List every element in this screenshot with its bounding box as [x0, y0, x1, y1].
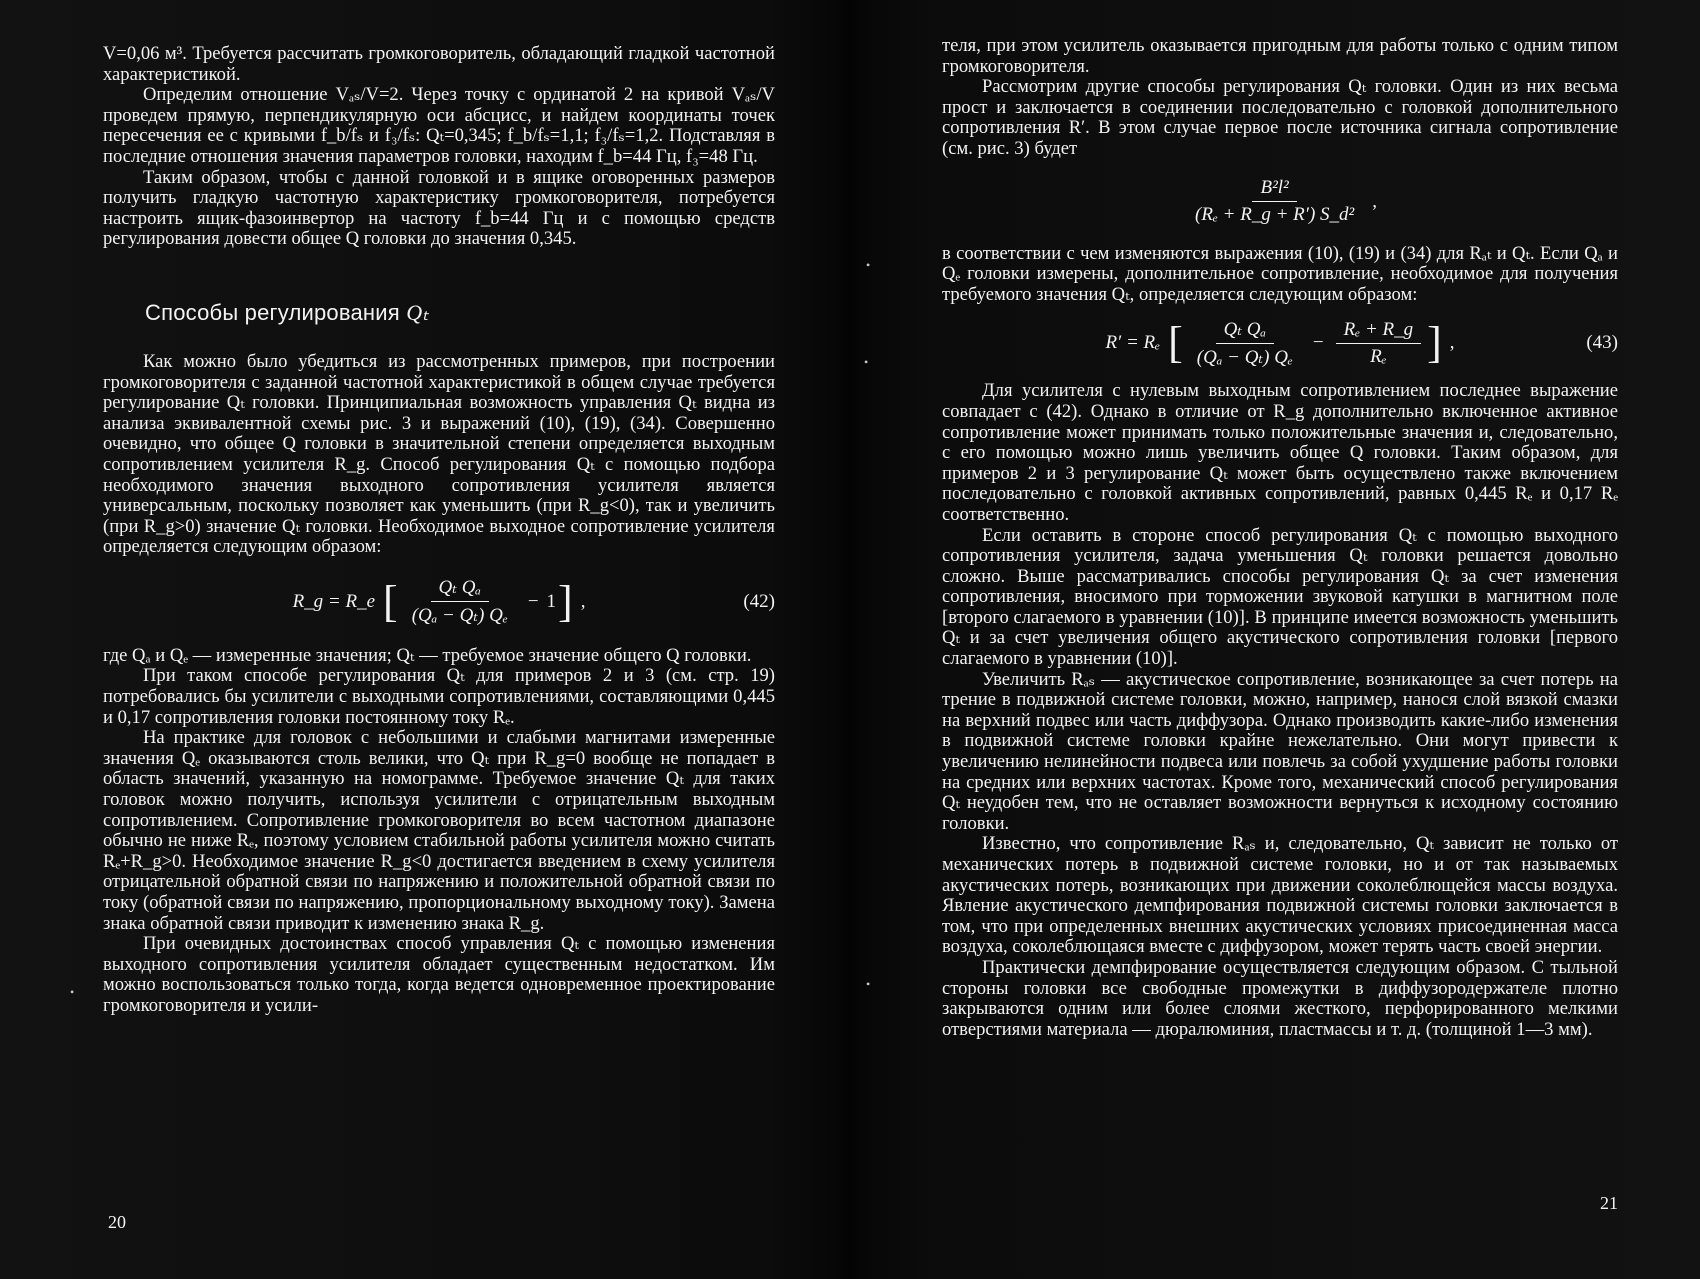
- paragraph: Для усилителя с нулевым выходным сопротивлением последнее выражение совпадает с (42). Однако в отличие от R_g дополнительно включенное активное сопротивление может принимать только положительные значения и, следовательно, с его помощью можно лишь увеличить общее Q головки. Таким образом, для примеров 2 и 3 регулирование Qₜ может быть осуществлено также включением последовательно с головкой активных сопротивлений, равных 0,445 Rₑ и 0,17 Rₑ соответственно.: [942, 380, 1618, 525]
- fraction-denominator: (Rₑ + R_g + R′) S_d²: [1195, 204, 1355, 226]
- page-number: 21: [1600, 1193, 1618, 1213]
- scan-speck: •: [866, 258, 871, 272]
- formula-43: [942, 311, 1618, 375]
- fraction-numerator: Qₜ Qₐ: [431, 576, 489, 602]
- fraction: [1189, 318, 1301, 369]
- right-bracket: ]: [1427, 318, 1442, 368]
- formula-comma: ,: [1372, 190, 1377, 212]
- paragraph: V=0,06 м³. Требуется рассчитать громкоговоритель, обладающий гладкой частотной характеристикой.: [103, 43, 775, 85]
- scan-speck: •: [866, 977, 871, 991]
- formula-lhs: R_g = R_e: [292, 590, 376, 612]
- scan-speck: •: [864, 355, 869, 369]
- formula-comma: ,: [1449, 332, 1455, 354]
- paragraph: Если оставить в стороне способ регулирования Qₜ с помощью выходного сопротивления усилителя, задача уменьшения Qₜ головки решается довольно сложно. Выше рассматривались способы регулирования Qₜ за счет изменения сопротивления, вносимого при торможении звуковой катушки в магнитном поле [второго слагаемого в уравнении (10)]. В принципе имеется возможность уменьшить Qₜ и за счет увеличения общего акустического сопротивления головки [первого слагаемого в уравнении (10)].: [942, 524, 1618, 670]
- right-bracket: ]: [558, 576, 573, 626]
- left-bracket: [: [383, 576, 398, 626]
- page-number: 20: [108, 1212, 126, 1232]
- fraction-numerator: Rₑ + R_g: [1336, 319, 1422, 344]
- formula-tail: 1: [546, 590, 557, 612]
- formula-42: [103, 564, 775, 640]
- paragraph: теля, при этом усилитель оказывается пригодным для работы только с одним типом громкоговорителя.: [942, 35, 1618, 77]
- paragraph: При таком способе регулирования Qₜ для примеров 2 и 3 (см. стр. 19) потребовались бы усилители с выходными сопротивлениями, составляющими 0,445 и 0,17 сопротивления головки постоянному току Rₑ.: [103, 665, 775, 728]
- fraction: [1336, 319, 1422, 368]
- paragraph: Как можно было убедиться из рассмотренных примеров, при построении громкоговорителя с заданной частотной характеристикой в общем случае требуется регулирование Qₜ головки. Принципиальная возможность управления Qₜ видна из анализа эквивалентной схемы рис. 3 и выражений (10), (19), (34). Совершенно очевидно, что общее Q головки в значительной степени определяется выходным сопротивлением усилителя R_g. Способ регулирования Qₜ с помощью подбора необходимого значения выходного сопротивления усилителя является универсальным, поскольку позволяет как уменьшить (при R_g<0), так и увеличить (при R_g>0) значение Qₜ головки. Необходимое выходное сопротивление усилителя определяется следующим образом:: [103, 350, 775, 558]
- paragraph: Таким образом, чтобы с данной головкой и в ящике оговоренных размеров получить гладкую частотную характеристику громкоговорителя, потребуется настроить ящик-фазоинвертор на частоту f_b=44 Гц и с помощью средств регулирования довести общее Q головки до значения 0,345.: [103, 166, 775, 250]
- section-heading-variable: Qₜ: [406, 299, 429, 325]
- fraction-numerator: Qₜ Qₐ: [1216, 318, 1274, 344]
- equation-number: (43): [1586, 332, 1618, 354]
- fraction-denominator: (Qₐ − Qₜ) Qₑ: [1196, 346, 1293, 368]
- fraction: [404, 576, 516, 627]
- fraction-numerator: B²l²: [1252, 177, 1296, 202]
- right-page: [850, 0, 1700, 1279]
- paragraph: где Qₐ и Qₑ — измеренные значения; Qₜ — требуемое значение общего Q головки.: [103, 644, 752, 666]
- left-bracket: [: [1168, 318, 1183, 368]
- paragraph: в соответствии с чем изменяются выражения (10), (19) и (34) для Rₐₜ и Qₜ. Если Qₐ и Qₑ головки измерены, дополнительное сопротивление, необходимое для получения требуемого значения Qₜ, определяется следующим образом:: [942, 242, 1618, 305]
- fraction: [1187, 177, 1362, 226]
- section-heading: [145, 300, 775, 326]
- fraction-denominator: (Qₐ − Qₜ) Qₑ: [411, 605, 508, 627]
- minus-sign: −: [527, 590, 539, 612]
- section-heading-text: Способы регулирования: [145, 299, 400, 325]
- fraction-denominator: Rₑ: [1370, 345, 1387, 367]
- minus-sign: −: [1312, 332, 1324, 354]
- paragraph: Известно, что сопротивление Rₐₛ и, следовательно, Qₜ зависит не только от механических потерь в подвижной системе головки, но и от так называемых акустических потерь, возникающих при движении соколеблющейся массы воздуха. Явление акустического демпфирования подвижной системы головки заключается в том, что при определенных внешних акустических условиях присоединенная масса воздуха, соколеблющаяся вместе с диффузором, может терять часть своей энергии.: [942, 833, 1618, 958]
- paragraph: На практике для головок с небольшими и слабыми магнитами измеренные значения Qₑ оказываются столь велики, что Qₜ при R_g=0 вообще не попадает в область значений, указанную на номограмме. Требуемое значение Qₜ для таких головок можно получить, используя усилители с отрицательным выходным сопротивлением. Сопротивление громкоговорителя во всем частотном диапазоне обычно не ниже Rₑ, поэтому условием стабильной работы усилителя можно считать Rₑ+R_g>0. Необходимое значение R_g<0 достигается введением в схему усилителя отрицательной обратной связи по напряжению и положительной обратной связи по току (обратной связи по напряжению, пропорциональному выходному току). Замена знака обратной связи приводит к изменению знака R_g.: [103, 727, 775, 934]
- paragraph: Определим отношение Vₐₛ/V=2. Через точку с ординатой 2 на кривой Vₐₛ/V проведем прямую, перпендикулярную оси абсцисс, и найдем координаты точек пересечения ее с кривыми f_b/fₛ и f₃/fₛ: Qₜ=0,345; f_b/fₛ=1,1; f₃/fₛ=1,2. Подставляя в последние отношения значения параметров головки, находим f_b=44 Гц, f₃=48 Гц.: [103, 84, 775, 167]
- formula-comma: ,: [580, 590, 586, 612]
- formula-lhs: R′ = Rₑ: [1105, 332, 1161, 354]
- formula-fraction: [942, 166, 1618, 238]
- equation-number: (42): [743, 590, 775, 612]
- paragraph: Практически демпфирование осуществляется следующим образом. С тыльной стороны головки все свободные промежутки в диффузородержателе плотно закрываются одним или более слоями жесткого, перфорированного мелкими отверстиями материала — дюралюминия, пластмассы и т. д. (толщиной 1—3 мм).: [942, 956, 1618, 1040]
- paragraph: При очевидных достоинствах способ управления Qₜ с помощью изменения выходного сопротивления усилителя обладает существенным недостатком. Им можно воспользоваться только тогда, когда ведется одновременное проектирование громкоговорителя и усили-: [103, 933, 775, 1016]
- scan-speck: •: [70, 985, 75, 999]
- paragraph: Увеличить Rₐₛ — акустическое сопротивление, возникающее за счет потерь на трение в подвижной системе головки, можно, например, нанося слой вязкой смазки на верхний подвес или часть диффузора. Однако производить какие-либо изменения в подвижной системе головки крайне нежелательно. Они могут привести к увеличению нелинейности подвеса или повлечь за собой ухудшение работы головки на средних или верхних частотах. Кроме того, механический способ регулирования Qₜ неудобен тем, что не оставляет возможности вернуться к исходному состоянию головки.: [942, 668, 1618, 834]
- paragraph: Рассмотрим другие способы регулирования Qₜ головки. Один из них весьма прост и заключается в соединении последовательно с головкой дополнительного сопротивления R′. В этом случае первое после источника сигнала сопротивление (см. рис. 3) будет: [942, 76, 1618, 159]
